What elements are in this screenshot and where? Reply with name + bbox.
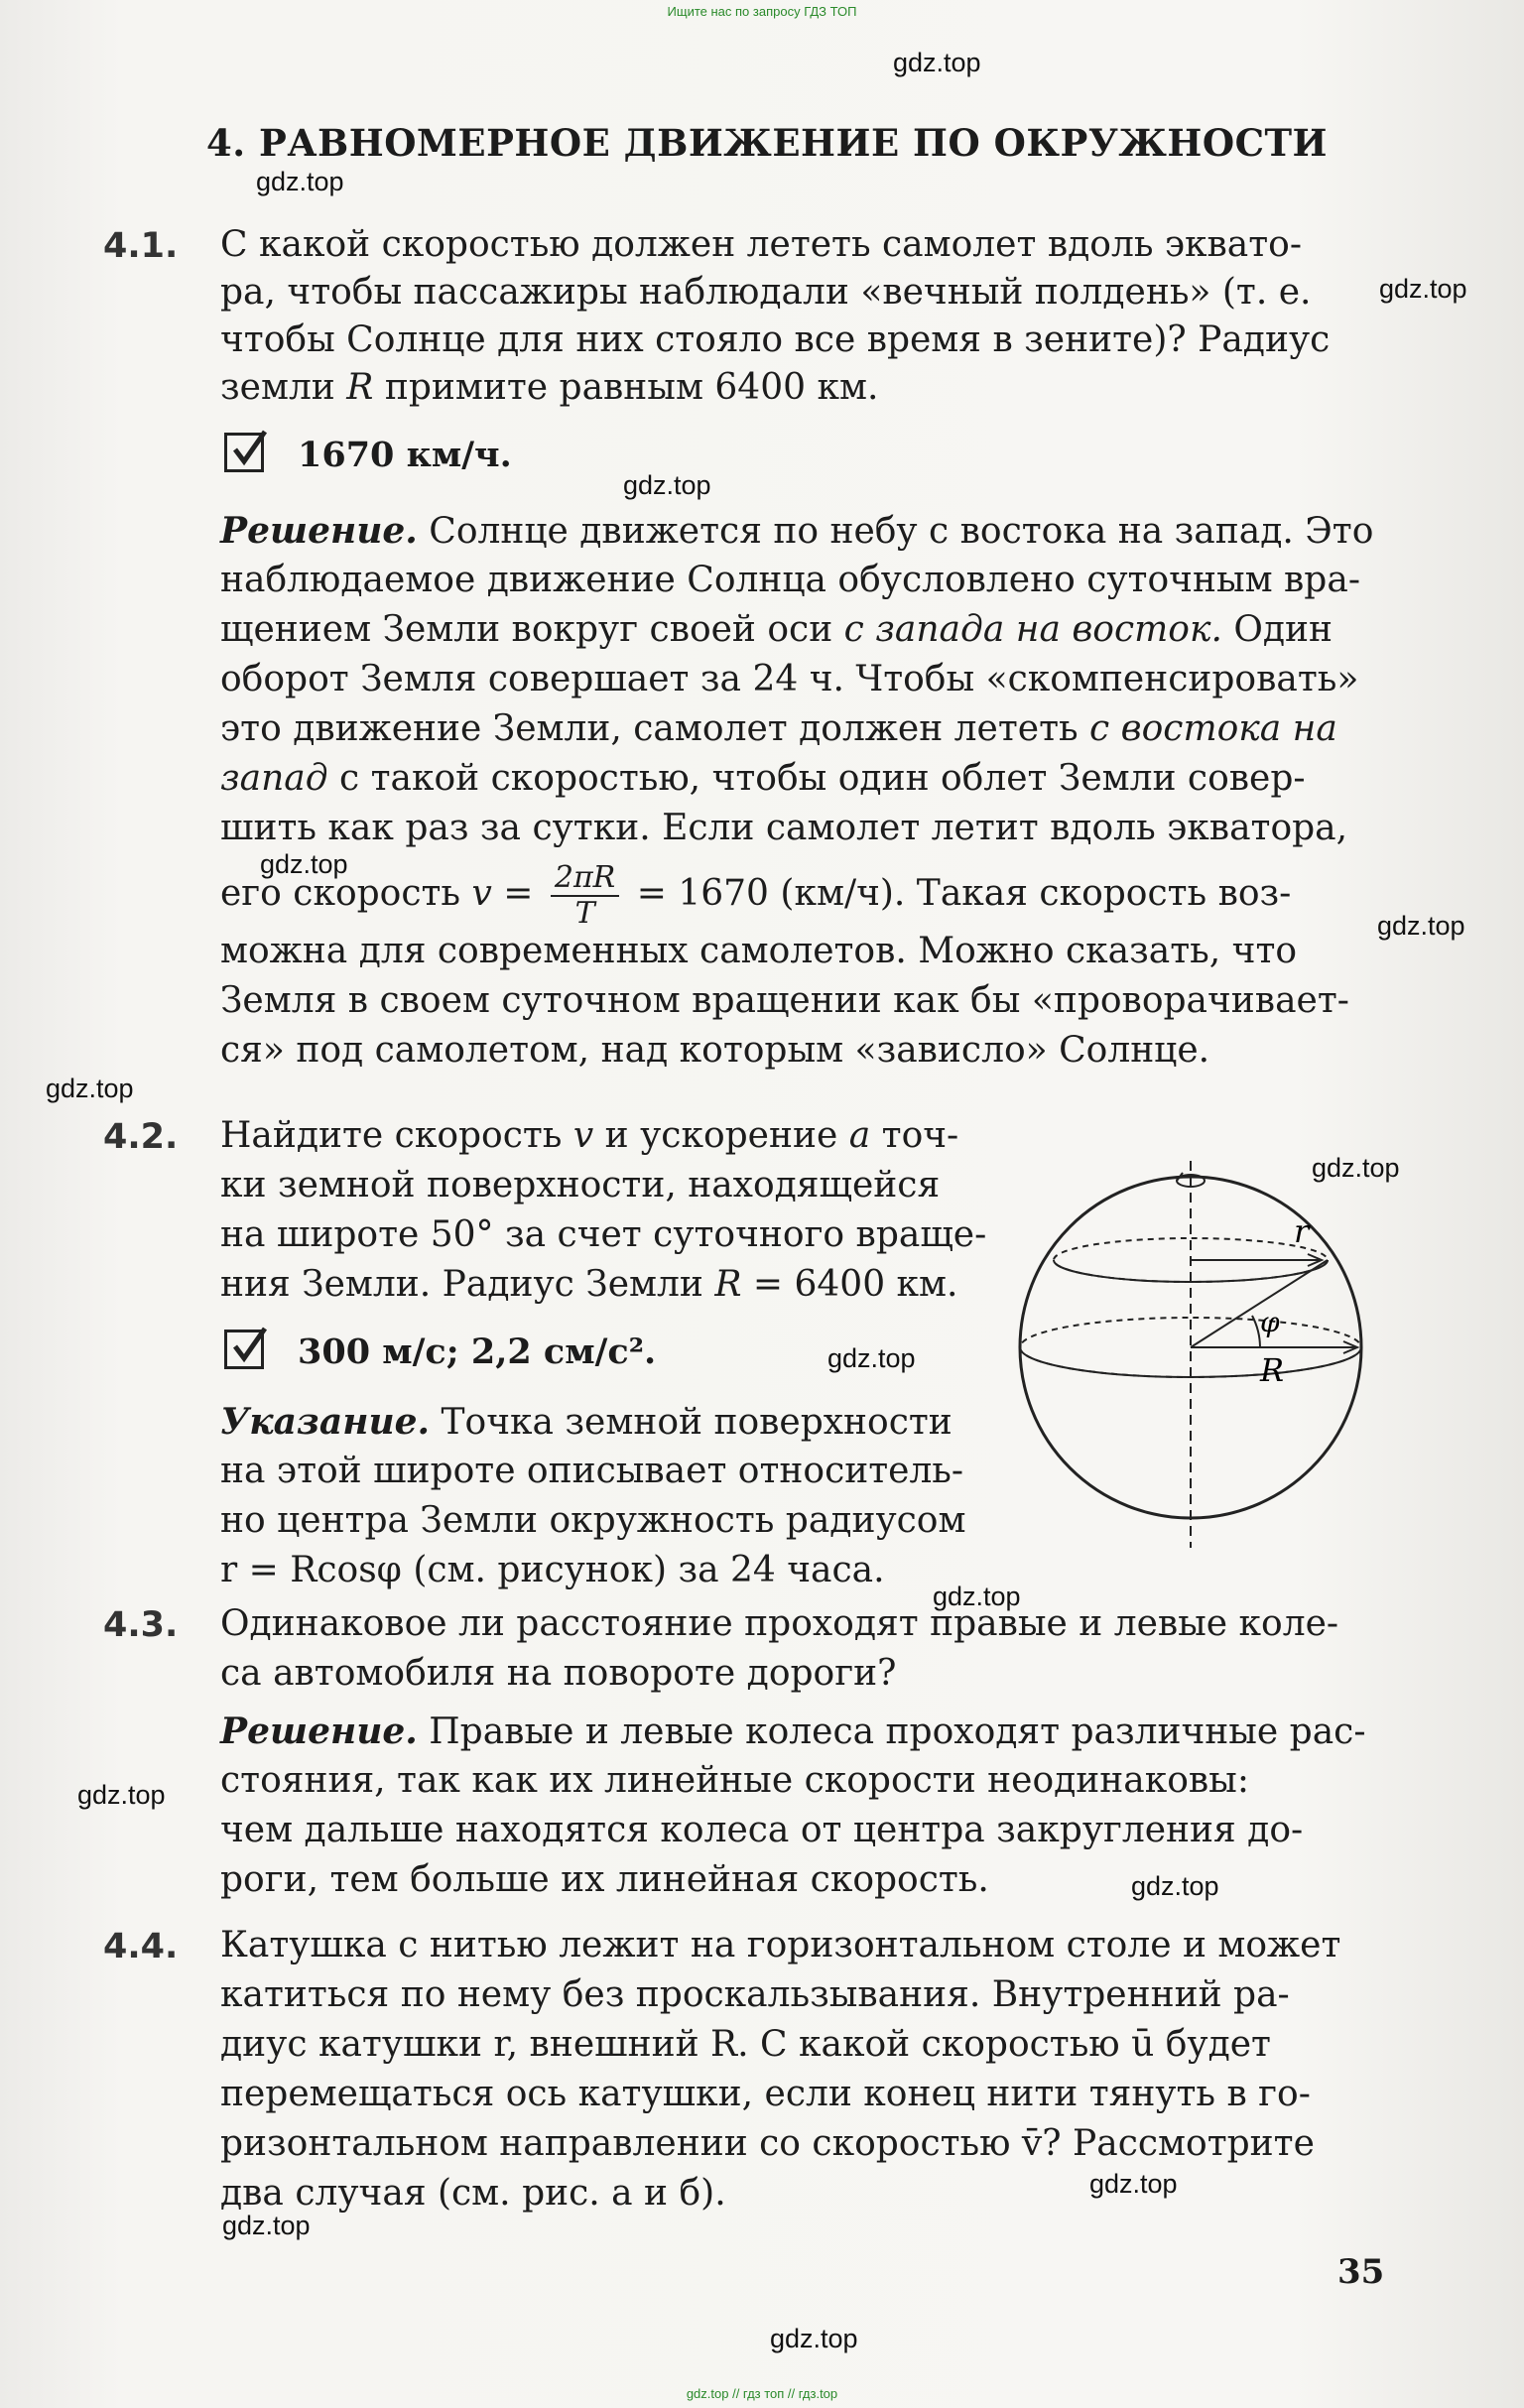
watermark: gdz.top [623,470,711,500]
problem-number: 4.1. [103,226,179,266]
text-line: диус катушки r, внешний R. С какой скоростью ū будет [220,2024,1271,2065]
text-line: r = Rcosφ (см. рисунок) за 24 часа. [220,1550,885,1590]
text-line: запад с такой скоростью, чтобы один облет Земли совер- [220,758,1306,799]
text-line: катиться по нему без проскальзывания. Внутренний ра- [220,1974,1290,2015]
watermark: gdz.top [1377,911,1465,941]
watermark: gdz.top [256,167,344,196]
answer: 1670 км/ч. [298,435,512,475]
text-line: на широте 50° за счет суточного враще- [220,1214,987,1255]
text-line: чтобы Солнце для них стояло все время в зените)? Радиус [220,319,1331,360]
text-line: С какой скоростью должен лететь самолет вдоль эквато- [220,224,1303,265]
text-line: Одинаковое ли расстояние проходят правые и левые коле- [220,1603,1339,1644]
text-line: щением Земли вокруг своей оси с запада на восток. Один [220,609,1334,650]
text-line: Решение. Правые и левые колеса проходят различные рас- [220,1711,1366,1752]
label-r: r [1294,1212,1310,1250]
problem-number: 4.2. [103,1117,179,1157]
text-line: шить как раз за сутки. Если самолет летит вдоль экватора, [220,808,1348,848]
section-heading: 4. РАВНОМЕРНОЕ ДВИЖЕНИЕ ПО ОКРУЖНОСТИ [206,121,1329,165]
label-phi: φ [1260,1306,1280,1338]
watermark: gdz.top [260,849,348,879]
text-line: наблюдаемое движение Солнца обусловлено суточным вра- [220,560,1360,600]
watermark: gdz.top [1089,2169,1178,2199]
watermark: gdz.top [933,1582,1021,1611]
text-line: перемещаться ось катушки, если конец нити тянуть в го- [220,2074,1311,2114]
text-line: Земля в своем суточном вращении как бы «проворачивает- [220,980,1349,1021]
text-line: оборот Земля совершает за 24 ч. Чтобы «скомпенсировать» [220,659,1359,699]
watermark: gdz.top [1379,274,1467,304]
text-line: ния Земли. Радиус Земли R = 6400 км. [220,1264,958,1305]
formula-line: его скорость v = $\frac{2\pi R}{T}$ = 1670 (км/ч). Такая скорость воз- [220,860,1292,931]
problem-number: 4.4. [103,1927,179,1966]
text-line: Найдите скорость v и ускорение a точ- [220,1115,959,1156]
text-line: Указание. Точка земной поверхности [220,1401,952,1443]
text-line: чем дальше находятся колеса от центра закругления до- [220,1810,1304,1850]
text-line: Катушка с нитью лежит на горизонтальном столе и может [220,1925,1341,1965]
checkmark-icon [224,1330,264,1369]
fraction: $\frac{2\pi R}{T}$ [551,861,619,931]
text-line: можна для современных самолетов. Можно сказать, что [220,931,1298,971]
watermark: gdz.top [1312,1153,1400,1183]
text-line: но центра Земли окружность радиусом [220,1500,966,1541]
page-number: 35 [1337,2252,1385,2292]
watermark: gdz.top [827,1343,916,1373]
text-line: Решение. Солнце движется по небу с востока на запад. Это [220,510,1374,552]
text-line: ся» под самолетом, над которым «зависло» Солнце. [220,1030,1210,1071]
formula-lhs: v = [471,873,534,914]
text-line: стояния, так как их линейные скорости неодинаковы: [220,1760,1249,1801]
text-line: земли R примите равным 6400 км. [220,367,879,408]
text-line: ки земной поверхности, находящейся [220,1165,941,1205]
text-line: ра, чтобы пассажиры наблюдали «вечный полдень» (т. е. [220,272,1312,313]
watermark: gdz.top [770,2324,858,2353]
watermark: gdz.top [1131,1871,1219,1901]
label-R: R [1260,1351,1285,1389]
text-line: са автомобиля на повороте дороги? [220,1653,897,1694]
watermark: gdz.top [77,1780,166,1810]
bottom-banner: gdz.top // гдз топ // гдз.top [686,2386,838,2401]
earth-latitude-figure [1010,1121,1387,1568]
watermark: gdz.top [222,2211,311,2240]
text-line: это движение Земли, самолет должен лететь с востока на [220,708,1337,749]
watermark: gdz.top [46,1074,134,1103]
answer: 300 м/с; 2,2 см/с². [298,1331,657,1372]
text-line: ризонтальном направлении со скоростью v̄? Рассмотрите [220,2123,1315,2164]
problem-number: 4.3. [103,1605,179,1645]
watermark: gdz.top [893,48,981,77]
top-banner: Ищите нас по запросу ГДЗ ТОП [667,4,857,19]
text-line: два случая (см. рис. а и б). [220,2173,726,2214]
checkmark-icon [224,433,264,472]
text-line: на этой широте описывает относитель- [220,1451,964,1491]
text-line: роги, тем больше их линейная скорость. [220,1859,989,1900]
